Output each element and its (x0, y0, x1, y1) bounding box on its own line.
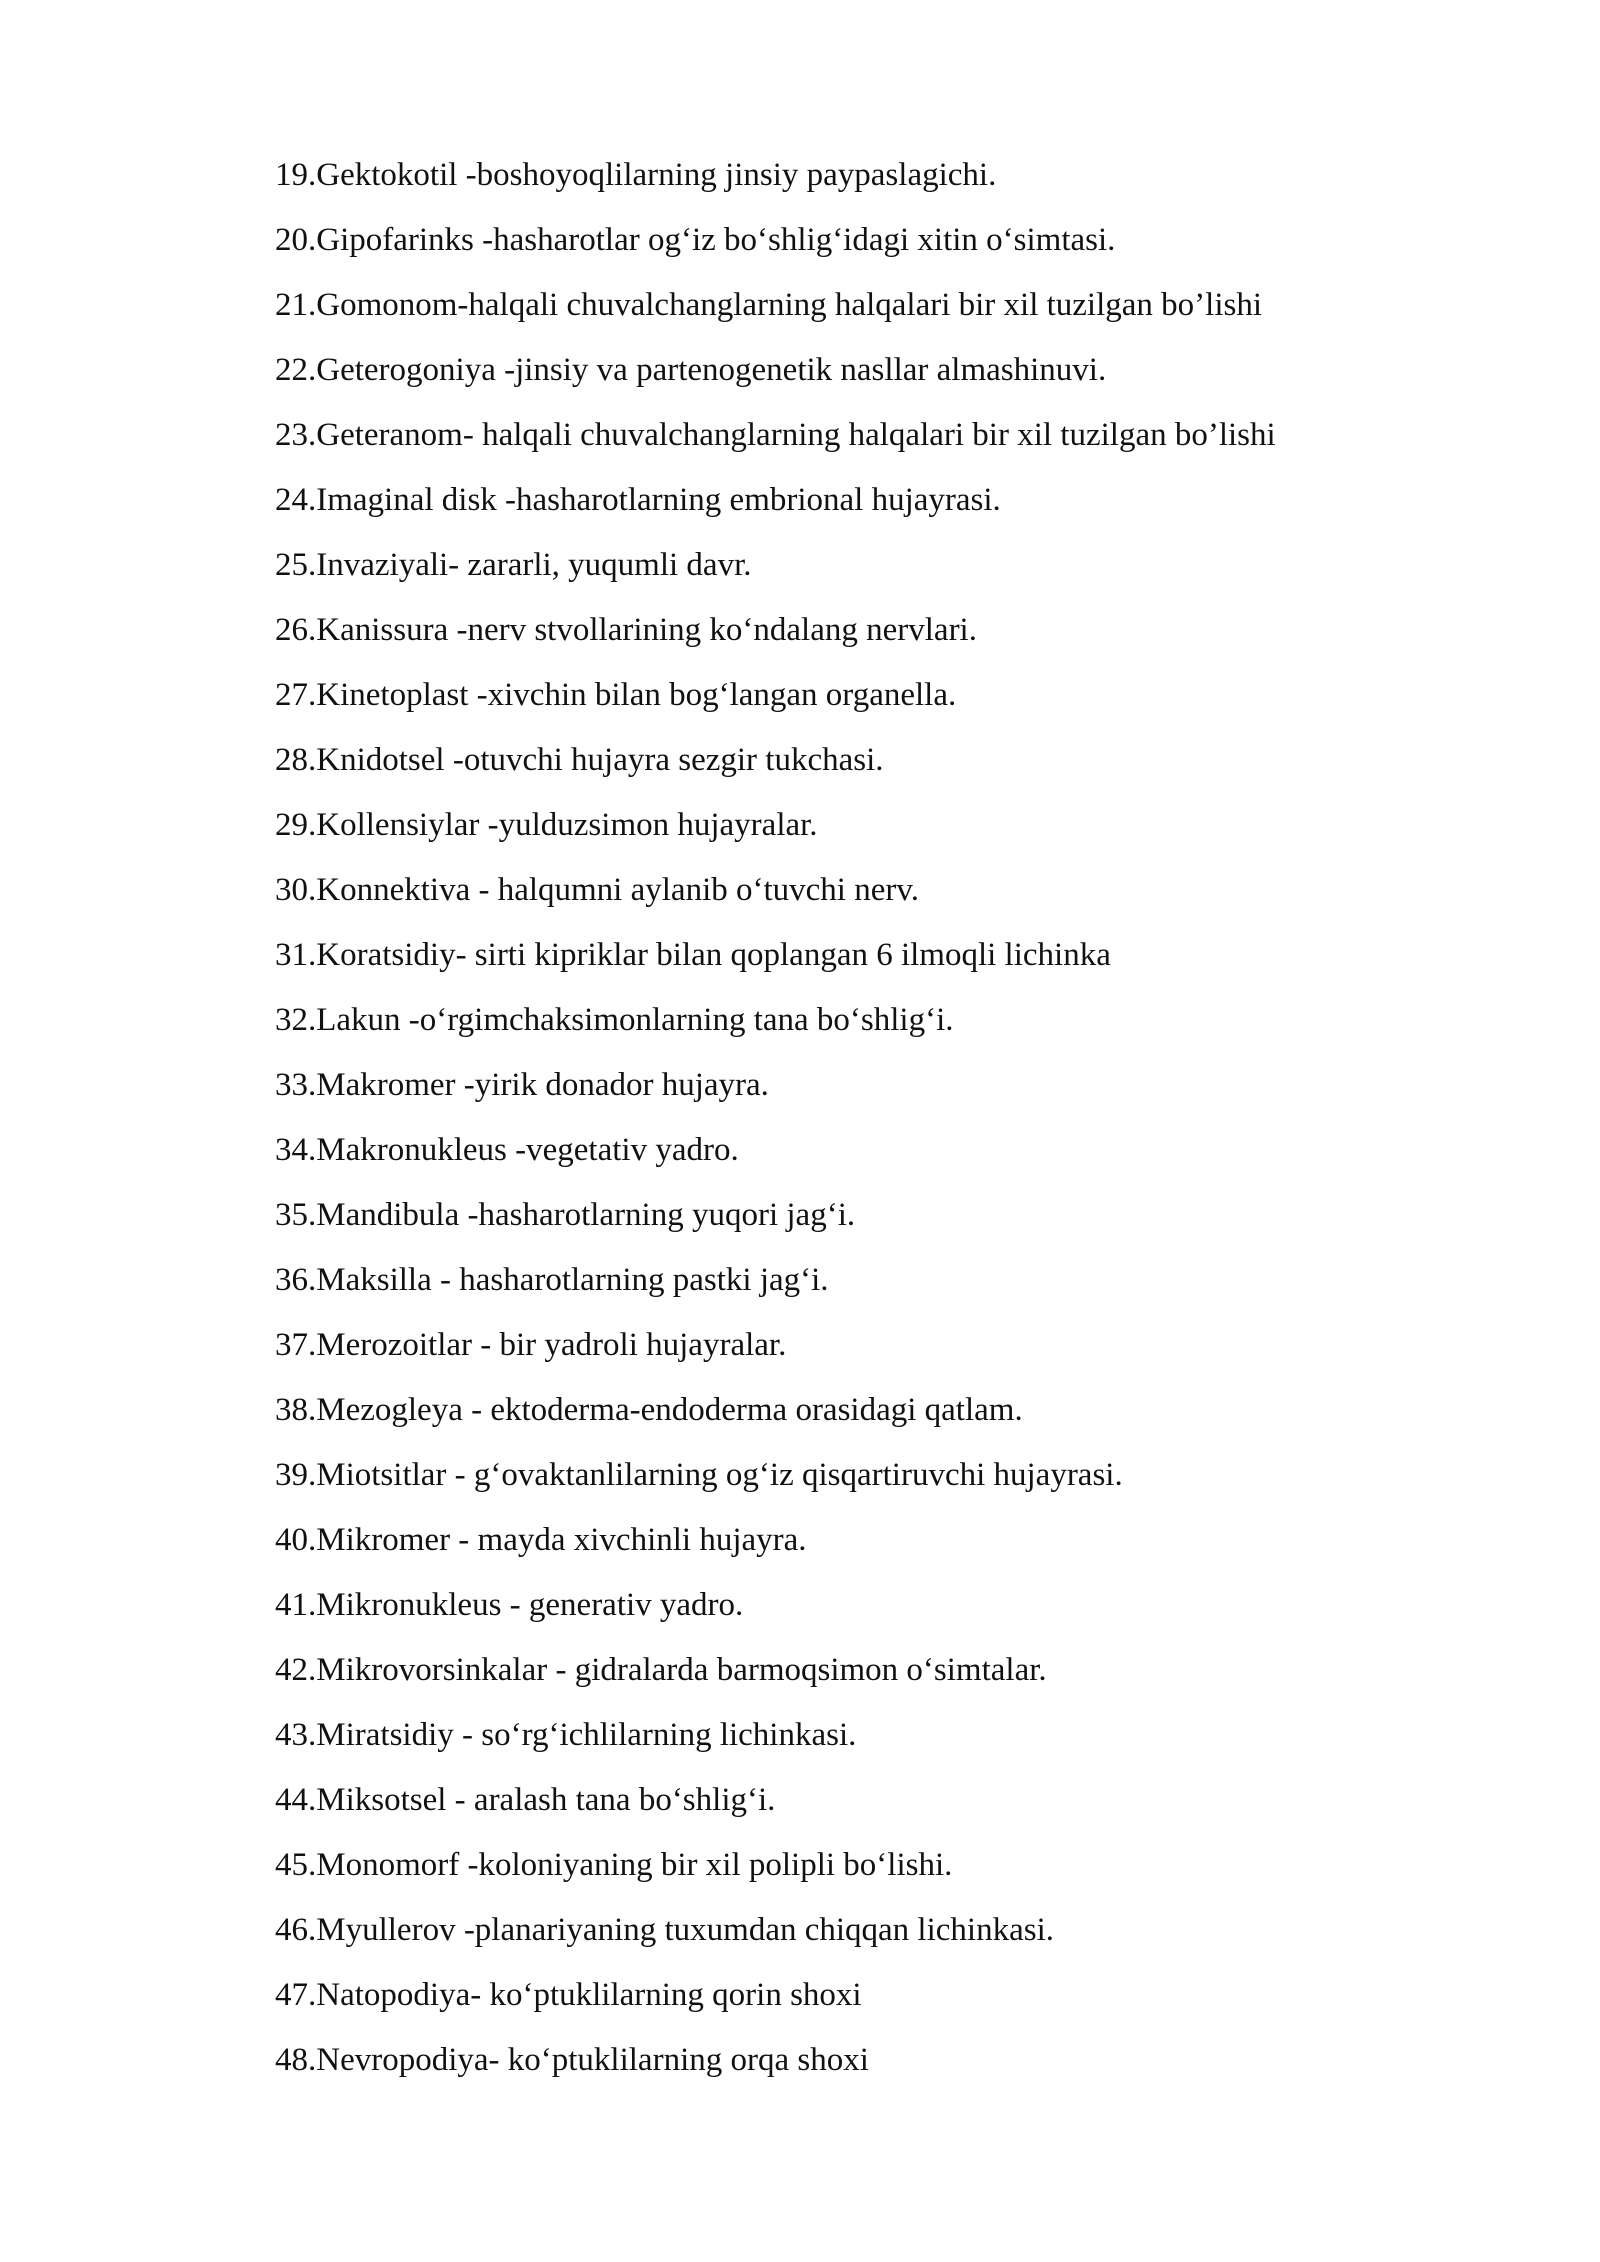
list-item: 23.Geteranom- halqali chuvalchanglarning halqalari bir xil tuzilgan bo’lishi (275, 417, 1276, 453)
list-item: 22.Geterogoniya -jinsiy va partenogenetik nasllar almashinuvi. (275, 352, 1107, 388)
list-item: 28.Knidotsel -otuvchi hujayra sezgir tukchasi. (275, 742, 884, 778)
list-item: 26.Kanissura -nerv stvollarining ko‘ndalang nervlari. (275, 612, 977, 648)
list-item: 24.Imaginal disk -hasharotlarning embrional hujayrasi. (275, 482, 1001, 518)
list-item: 42.Mikrovorsinkalar - gidralarda barmoqsimon o‘simtalar. (275, 1652, 1047, 1688)
list-item: 43.Miratsidiy - so‘rg‘ichlilarning lichinkasi. (275, 1717, 857, 1753)
list-item: 30.Konnektiva - halqumni aylanib o‘tuvchi nerv. (275, 872, 919, 908)
list-item: 38.Mezogleya - ektoderma-endoderma orasidagi qatlam. (275, 1392, 1023, 1428)
list-item: 45.Monomorf -koloniyaning bir xil polipli bo‘lishi. (275, 1847, 953, 1883)
list-item: 46.Myullerov -planariyaning tuxumdan chiqqan lichinkasi. (275, 1912, 1054, 1948)
list-item: 37.Merozoitlar - bir yadroli hujayralar. (275, 1327, 787, 1363)
list-item: 39.Miotsitlar - g‘ovaktanlilarning og‘iz qisqartiruvchi hujayrasi. (275, 1457, 1123, 1493)
list-item: 25.Invaziyali- zararli, yuqumli davr. (275, 547, 752, 583)
list-item: 32.Lakun -o‘rgimchaksimonlarning tana bo‘shlig‘i. (275, 1002, 954, 1038)
list-item: 29.Kollensiylar -yulduzsimon hujayralar. (275, 807, 818, 843)
list-item: 41.Mikronukleus - generativ yadro. (275, 1587, 744, 1623)
list-item: 36.Maksilla - hasharotlarning pastki jag‘i. (275, 1262, 829, 1298)
list-item: 35.Mandibula -hasharotlarning yuqori jag‘i. (275, 1197, 856, 1233)
list-item: 31.Koratsidiy- sirti kipriklar bilan qoplangan 6 ilmoqli lichinka (275, 937, 1111, 973)
list-item: 27.Kinetoplast -xivchin bilan bog‘langan organella. (275, 677, 957, 713)
list-item: 48.Nevropodiya- ko‘ptuklilarning orqa shoxi (275, 2042, 869, 2078)
list-item: 34.Makronukleus -vegetativ yadro. (275, 1132, 739, 1168)
list-item: 40.Mikromer - mayda xivchinli hujayra. (275, 1522, 807, 1558)
glossary-list (275, 150, 1276, 2100)
list-item: 44.Miksotsel - aralash tana bo‘shlig‘i. (275, 1782, 776, 1818)
list-item: 19.Gektokotil -boshoyoqlilarning jinsiy paypaslagichi. (275, 157, 997, 193)
list-item: 21.Gomonom-halqali chuvalchanglarning halqalari bir xil tuzilgan bo’lishi (275, 287, 1263, 323)
list-item: 47.Natopodiya- ko‘ptuklilarning qorin shoxi (275, 1977, 862, 2013)
list-item: 33.Makromer -yirik donador hujayra. (275, 1067, 769, 1103)
list-item: 20.Gipofarinks -hasharotlar og‘iz bo‘shlig‘idagi xitin o‘simtasi. (275, 222, 1116, 258)
